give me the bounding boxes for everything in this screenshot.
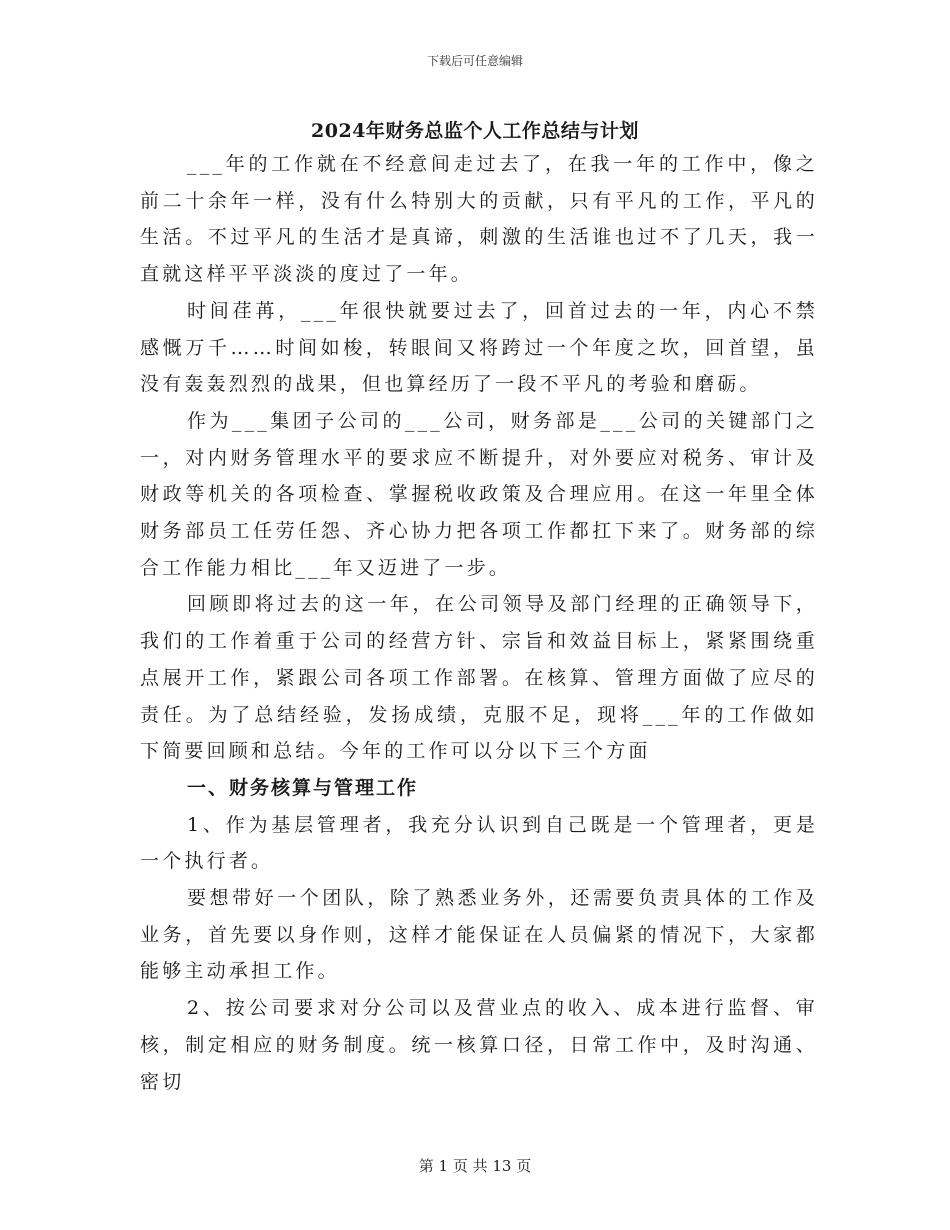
section-paragraph-3: 2、按公司要求对分公司以及营业点的收入、成本进行监督、审核，制定相应的财务制度。统一核算口径，日常工作中，及时沟通、密切 [140,997,818,1093]
document-title: 2024年财务总监个人工作总结与计划 [311,120,639,142]
page-indicator: 第 1 页 共 13 页 [418,1157,532,1175]
section-paragraph-2: 要想带好一个团队，除了熟悉业务外，还需要负责具体的工作及业务，首先要以身作则，这样才能保证在人员偏紧的情况下，大家都能够主动承担工作。 [140,887,818,983]
section-paragraph-1: 1、作为基层管理者，我充分认识到自己既是一个管理者，更是一个执行者。 [140,813,818,873]
document-body [140,146,818,1100]
paragraph-4: 回顾即将过去的这一年，在公司领导及部门经理的正确领导下，我们的工作着重于公司的经营方针、宗旨和效益目标上，紧紧围绕重点展开工作，紧跟公司各项工作部署。在核算、管理方面做了应尽的责任。为了总结经验，发扬成绩，克服不足，现将___年的工作做如下简要回顾和总结。今年的工作可以分以下三个方面 [140,593,818,763]
paragraph-3: 作为___集团子公司的___公司，财务部是___公司的关键部门之一，对内财务管理水平的要求应不断提升，对外要应对税务、审计及财政等机关的各项检查、掌握税收政策及合理应用。在这一年里全体财务部员工任劳任怨、齐心协力把各项工作都扛下来了。财务部的综合工作能力相比___年又迈进了一步。 [140,409,818,579]
header-note: 下载后可任意编辑 [426,54,523,68]
paragraph-2: 时间荏苒，___年很快就要过去了，回首过去的一年，内心不禁感慨万千……时间如梭，转眼间又将跨过一个年度之坎，回首望，虽没有轰轰烈烈的战果，但也算经历了一段不平凡的考验和磨砺。 [140,299,818,396]
paragraph-1: ___年的工作就在不经意间走过去了，在我一年的工作中，像之前二十余年一样，没有什么特别大的贡献，只有平凡的工作，平凡的生活。不过平凡的生活才是真谛，刺激的生活谁也过不了几天，我一直就这样平平淡淡的度过了一年。 [140,153,818,286]
section-heading: 一、财务核算与管理工作 [187,776,419,799]
